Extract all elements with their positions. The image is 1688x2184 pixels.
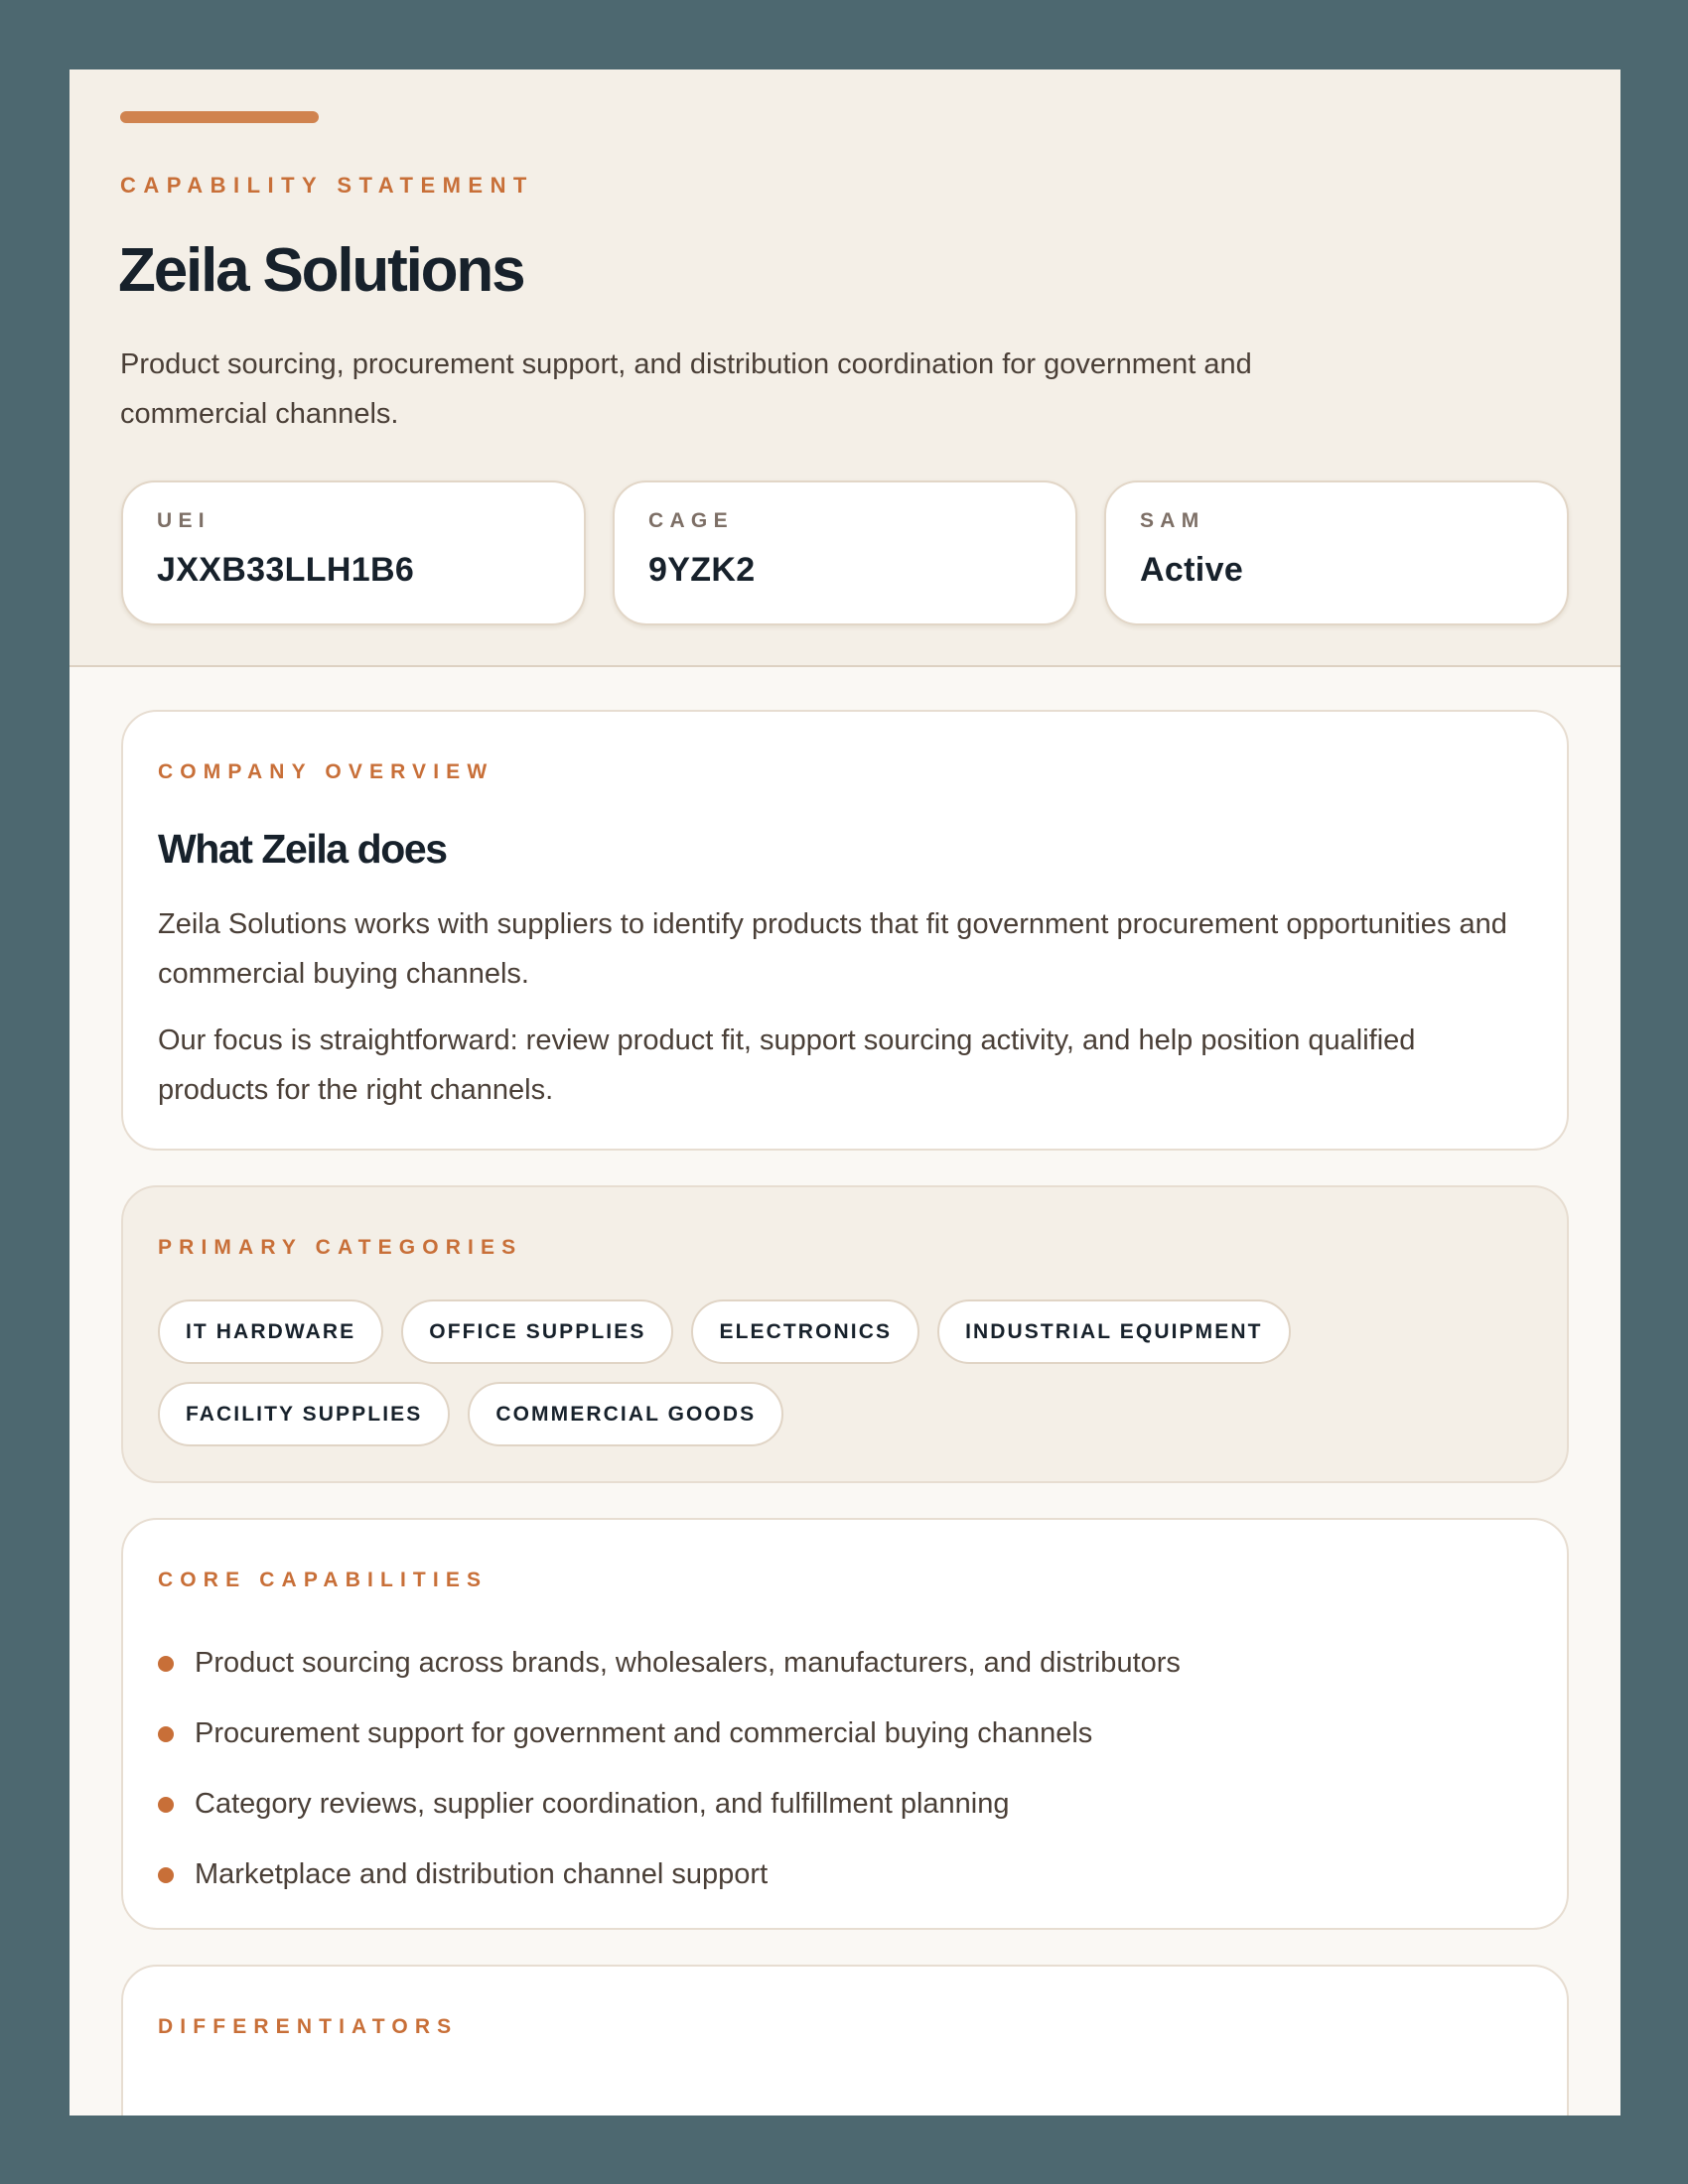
overview-paragraph: Our focus is straightforward: review product fit, support sourcing activity, and help position qualified products for the right channels. [158, 1024, 1416, 1106]
document-body [70, 667, 1620, 2116]
company-tagline: Product sourcing, procurement support, and distribution coordination for government and commercial channels. [120, 348, 1252, 430]
cage-card [613, 480, 1077, 625]
differentiators-section [121, 1965, 1569, 2116]
uei-card [121, 480, 586, 625]
bullet-dot-icon [158, 1656, 174, 1672]
capability-statement-page [70, 69, 1620, 2116]
overview-heading: What Zeila does [158, 826, 447, 872]
bullet-dot-icon [158, 1797, 174, 1813]
accent-bar [120, 111, 319, 123]
category-chip-list [158, 1299, 1449, 1446]
bullet-dot-icon [158, 1867, 174, 1883]
category-chip-commercial-goods: COMMERCIAL GOODS [468, 1382, 783, 1446]
capability-item [158, 1628, 1532, 1699]
bullet-dot-icon [158, 1726, 174, 1742]
overview-paragraph: Zeila Solutions works with suppliers to identify products that fit government procurement opportunities and commercial buying channels. [158, 908, 1507, 990]
capability-item [158, 1699, 1532, 1769]
section-label-differentiators: DIFFERENTIATORS [158, 2015, 459, 2038]
capability-text: Product sourcing across brands, wholesalers, manufacturers, and distributors [195, 1647, 1181, 1679]
sam-card [1104, 480, 1569, 625]
category-chip-industrial-equipment: INDUSTRIAL EQUIPMENT [937, 1299, 1290, 1364]
cage-label: CAGE [648, 509, 734, 532]
capability-text: Category reviews, supplier coordination, and fulfillment planning [195, 1788, 1010, 1820]
category-chip-electronics: ELECTRONICS [691, 1299, 919, 1364]
category-chip-facility-supplies: FACILITY SUPPLIES [158, 1382, 450, 1446]
capability-list [158, 1628, 1532, 1910]
category-chip-office-supplies: OFFICE SUPPLIES [401, 1299, 673, 1364]
primary-categories-section [121, 1185, 1569, 1483]
document-header [70, 69, 1620, 667]
category-chip-it-hardware: IT HARDWARE [158, 1299, 383, 1364]
sam-status-value: Active [1140, 551, 1244, 589]
uei-value: JXXB33LLH1B6 [157, 551, 415, 589]
uei-label: UEI [157, 509, 211, 532]
core-capabilities-section [121, 1518, 1569, 1930]
identifier-cards [121, 480, 1569, 625]
company-name: Zeila Solutions [118, 236, 524, 305]
section-label-core-capabilities: CORE CAPABILITIES [158, 1569, 489, 1591]
section-label-company-overview: COMPANY OVERVIEW [158, 760, 494, 783]
cage-value: 9YZK2 [648, 551, 756, 589]
capability-text: Procurement support for government and commercial buying channels [195, 1717, 1093, 1749]
section-label-primary-categories: PRIMARY CATEGORIES [158, 1236, 523, 1259]
capability-text: Marketplace and distribution channel support [195, 1858, 769, 1890]
capability-item [158, 1840, 1532, 1910]
document-eyebrow: CAPABILITY STATEMENT [120, 173, 534, 198]
sam-label: SAM [1140, 509, 1205, 532]
capability-item [158, 1769, 1532, 1840]
company-overview-section [121, 710, 1569, 1151]
